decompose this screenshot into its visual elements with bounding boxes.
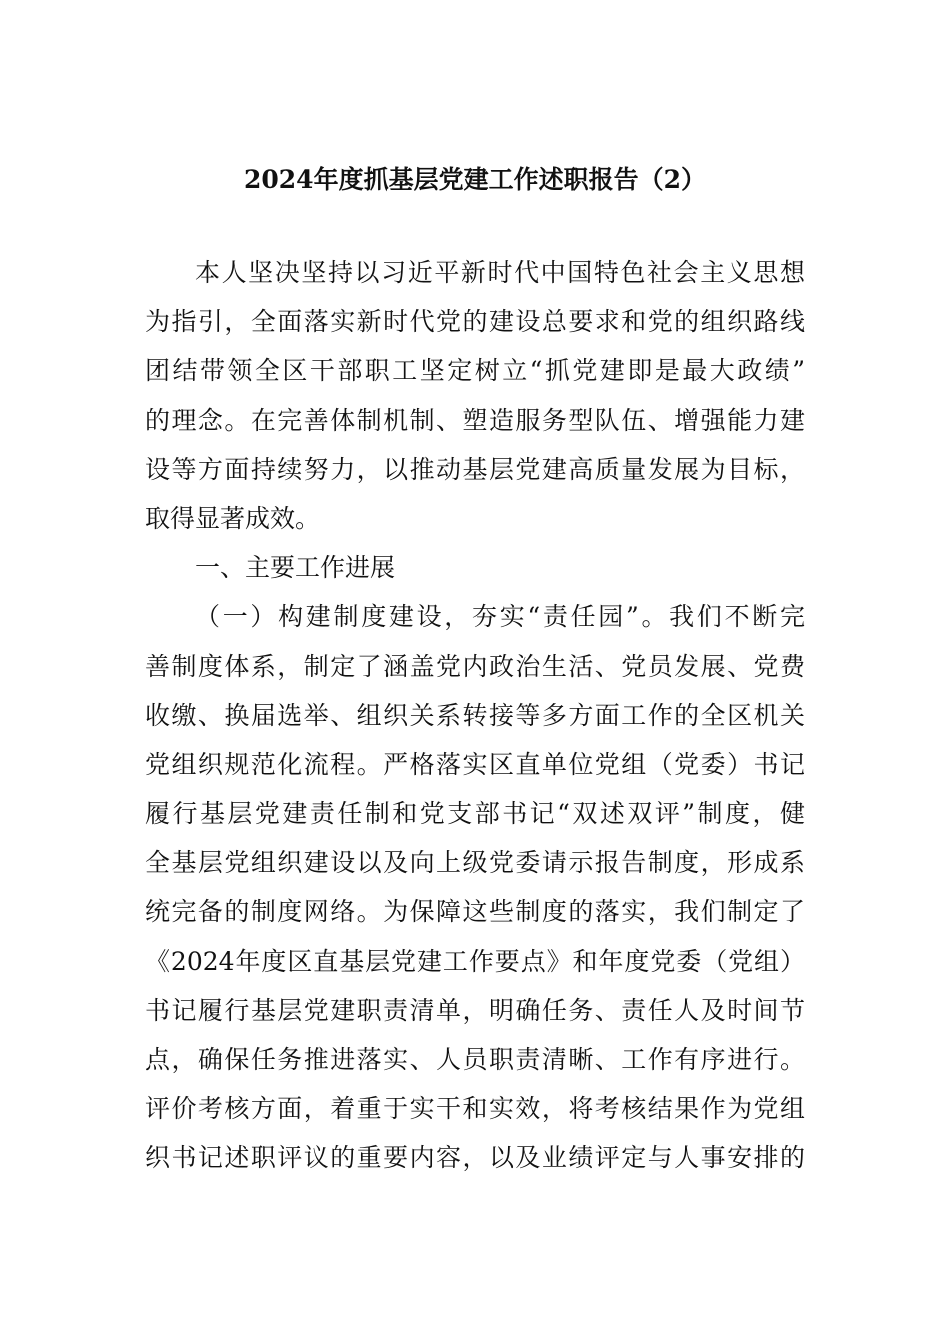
text-line: 评价考核方面，着重于实干和实效，将考核结果作为党组 [145, 1094, 805, 1124]
text-line: 点，确保任务推进落实、人员职责清晰、工作有序进行。 [145, 1045, 805, 1074]
text-line: 为指引，全面落实新时代党的建设总要求和党的组织路线 [145, 307, 805, 337]
text-line: 团结带领全区干部职工坚定树立“抓党建即是最大政绩” [145, 356, 805, 386]
text-line: 书记履行基层党建职责清单，明确任务、责任人及时间节 [145, 995, 805, 1025]
text-line: 履行基层党建责任制和党支部书记“双述双评”制度，健 [145, 799, 805, 829]
text-line: 收缴、换届选举、组织关系转接等多方面工作的全区机关 [145, 700, 805, 730]
text-line: 统完备的制度网络。为保障这些制度的落实，我们制定了 [145, 897, 805, 927]
text-line: 善制度体系，制定了涵盖党内政治生活、党员发展、党费 [145, 651, 805, 681]
text-line: 《2024年度区直基层党建工作要点》和年度党委（党组） [145, 946, 805, 976]
text-line: 织书记述职评议的重要内容，以及业绩评定与人事安排的 [145, 1143, 805, 1173]
text-line: 全基层党组织建设以及向上级党委请示报告制度，形成系 [145, 848, 805, 878]
text-line: 本人坚决坚持以习近平新时代中国特色社会主义思想 [195, 258, 805, 287]
text-line: 设等方面持续努力，以推动基层党建高质量发展为目标， [145, 454, 805, 484]
text-line: 的理念。在完善体制机制、塑造服务型队伍、增强能力建 [145, 405, 805, 435]
text-line: 一、主要工作进展 [195, 553, 396, 583]
document-body [145, 248, 805, 1183]
text-line: 党组织规范化流程。严格落实区直单位党组（党委）书记 [145, 749, 805, 779]
text-line: 取得显著成效。 [145, 503, 321, 533]
text-line: （一）构建制度建设，夯实“责任园”。我们不断完 [195, 602, 805, 632]
document-title: 2024年度抓基层党建工作述职报告（2） [244, 165, 706, 194]
